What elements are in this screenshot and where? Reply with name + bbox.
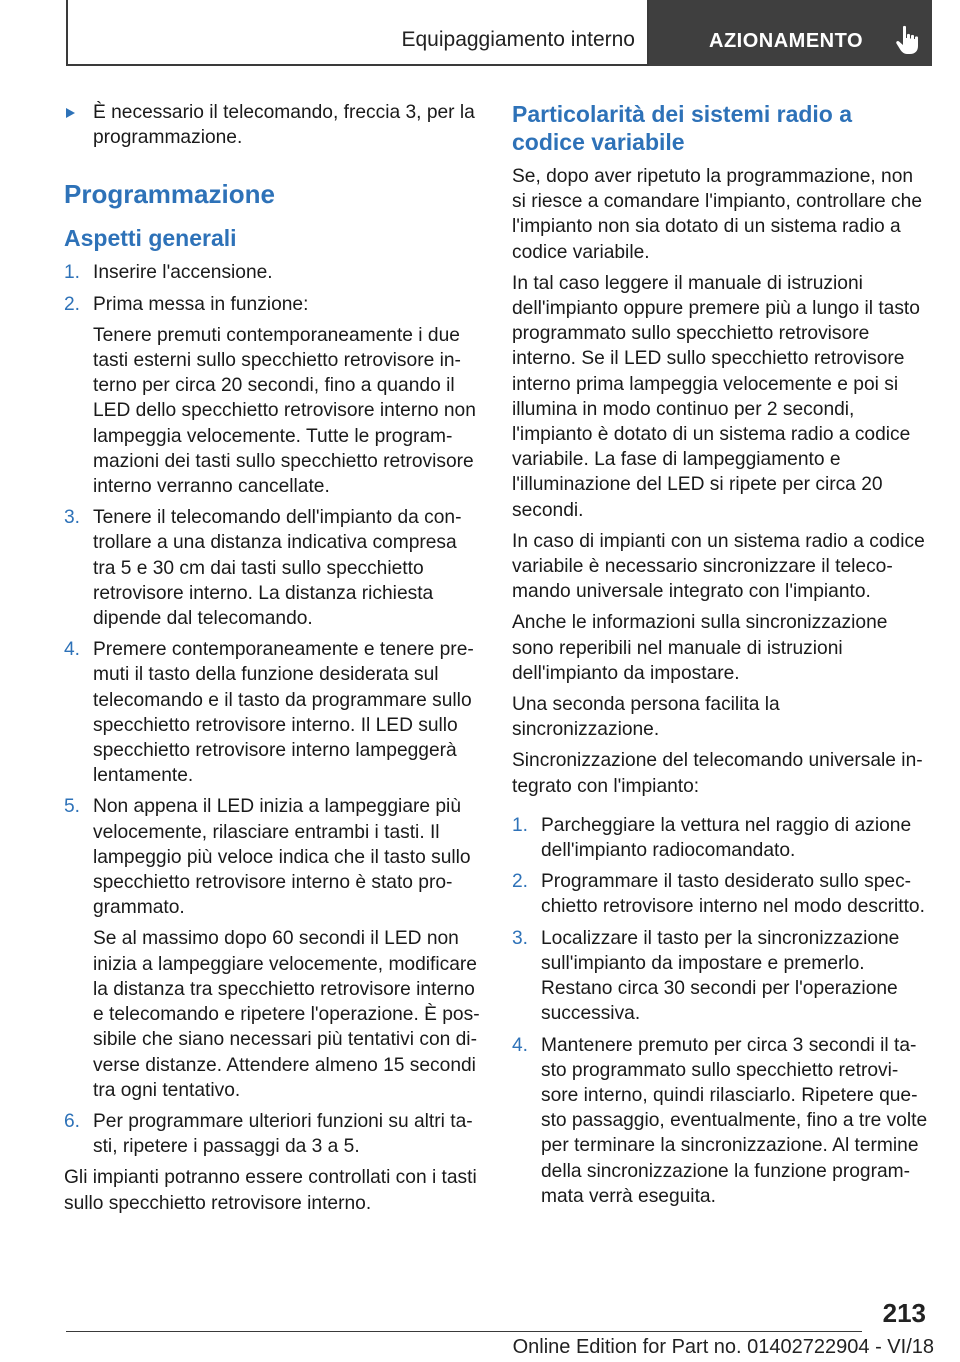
step-number: 1. [64, 262, 81, 284]
step-text: Prima messa in funzione: [93, 293, 309, 315]
step-number: 4. [64, 639, 81, 661]
step-text: Parcheggiare la vettura nel raggio di azione dell'impianto radiocomandato. [541, 814, 912, 862]
page-header [66, 0, 932, 66]
triangle-bullet-icon [66, 108, 75, 118]
chapter-tab [649, 0, 932, 66]
list-item [512, 1033, 928, 1209]
list-item [64, 794, 480, 1102]
note-bullet [64, 100, 480, 150]
footer-divider [66, 1331, 862, 1332]
page-number: 213 [882, 1298, 926, 1328]
step-number: 6. [64, 1110, 81, 1132]
step-text: Tenere il telecomando dell'impianto da controllare a una distanza indicativa compresa tra 5 e 30 cm dai tasti sullo specchietto retrovisore interno. La distanza richiesta dipende dal telecomando. [93, 507, 462, 630]
rolling-code-heading: Particolarità dei sistemi radio a codice variabile [512, 101, 853, 155]
step-text: Per programmare ulteriori funzioni su altri tasti, ripetere i passaggi da 3 a 5. [93, 1110, 473, 1158]
step-number: 1. [512, 814, 529, 836]
step-text: Inserire l'accensione. [93, 262, 273, 284]
list-item [512, 813, 928, 863]
step-text: Localizzare il tasto per la sincronizzazione sull'impianto da impostare e premerlo. Restano circa 30 secondi per l'operazione successiva. [541, 927, 900, 1025]
step-text: Programmare il tasto desiderato sullo specchietto retrovisore interno nel modo descritto. [541, 871, 925, 918]
step-number: 4. [512, 1034, 529, 1056]
section-tab [66, 0, 649, 66]
step-text: Non appena il LED inizia a lampeggiare più velocemente, rilasciare entrambi i tasti. Il lampeggio più veloce indica che il tasto sullo specchietto retrovisore interno è stato programmato. [93, 796, 471, 919]
step-number: 3. [512, 927, 529, 949]
paragraph: Anche le informazioni sulla sincronizzazione sono reperibili nel manuale di istruzioni dell'impianto da impostare. [512, 612, 888, 684]
step-number: 2. [512, 871, 529, 893]
edition-text: Online Edition for Part no. 01402722904 - VI/18 [512, 1336, 934, 1358]
step-text: Premere contemporaneamente e tenere premuti il tasto della funzione desiderata sul telecomando e il tasto da programmare sullo specchietto retrovisore interno. Il LED sullo specchietto retrovisore interno lampeggerà lentamente. [93, 639, 474, 787]
list-item [512, 926, 928, 1027]
paragraph: Se, dopo aver ripetuto la programmazione, non si riesce a comandare l'impianto, controllare che l'impianto non sia dotato di un sistema radio a codice variabile. [512, 166, 922, 263]
step-text: Mantenere premuto per circa 3 secondi il tasto programmato sullo specchietto retrovisore interno, quindi rilasciarlo. Ripetere questo passaggio, eventualmente, fino a tre volte per terminare la sincronizzazione. Al termine della sincronizzazione la funzione programmata verrà eseguita. [541, 1034, 928, 1207]
footer-edition [513, 1336, 934, 1359]
left-column [64, 100, 480, 1222]
step-number: 3. [64, 507, 81, 529]
chapter-title: AZIONAMENTO [709, 30, 864, 52]
right-column [512, 100, 928, 1215]
step-subtext: Se al massimo dopo 60 secondi il LED non inizia a lampeggiare velocemente, modificare la distanza tra specchietto retrovisore interno e telecomando e ripetere l'operazione. È possibile che siano necessari più tentativi con diverse distanze. Attendere almeno 15 secondi tra ogni tentativo. [93, 928, 480, 1101]
list-item [64, 637, 480, 788]
list-item [512, 869, 928, 919]
paragraph: In tal caso leggere il manuale di istruzioni dell'impianto oppure premere più a lungo il tasto programmato sullo specchietto retrovisore interno. Se il LED sullo specchietto retrovisore interno prima lampeggia velocemente e poi si illumina in modo continuo per 2 secondi, l'impianto è dotato di un sistema radio a codice variabile. La fase di lampeggiamento e l'illuminazione del LED si ripete per circa 20 secondi. [512, 272, 920, 521]
subsection-heading: Aspetti generali [64, 225, 237, 252]
list-item [64, 1109, 480, 1159]
list-item [64, 260, 480, 285]
step-number: 2. [64, 293, 81, 315]
closing-paragraph: Gli impianti potranno essere controllati con i tasti sullo specchietto retrovisore interno. [64, 1167, 477, 1214]
sync-steps [512, 813, 928, 1209]
section-heading: Programmazione [64, 179, 275, 210]
step-subtext: Tenere premuti contemporaneamente i due tasti esterni sullo specchietto retrovisore interno per circa 20 secondi, fino a quando il LED dello specchietto retrovisore interno non lampeggia velocemente. Tutte le programmazioni dei tasti sullo specchietto retrovisore interno verranno cancellate. [93, 324, 476, 498]
list-item [64, 292, 480, 500]
hand-pointer-icon [894, 24, 922, 56]
note-text: È necessario il telecomando, freccia 3, per la programmazione. [93, 102, 475, 149]
section-title: Equipaggiamento interno [401, 28, 635, 51]
paragraph: In caso di impianti con un sistema radio a codice variabile è necessario sincronizzare il telecomando universale integrato con l'impianto. [512, 530, 925, 603]
list-item [64, 505, 480, 631]
step-number: 5. [64, 796, 81, 818]
paragraph: Una seconda persona facilita la sincronizzazione. [512, 694, 780, 741]
paragraph: Sincronizzazione del telecomando universale integrato con l'impianto: [512, 750, 923, 797]
programming-steps [64, 260, 480, 1159]
